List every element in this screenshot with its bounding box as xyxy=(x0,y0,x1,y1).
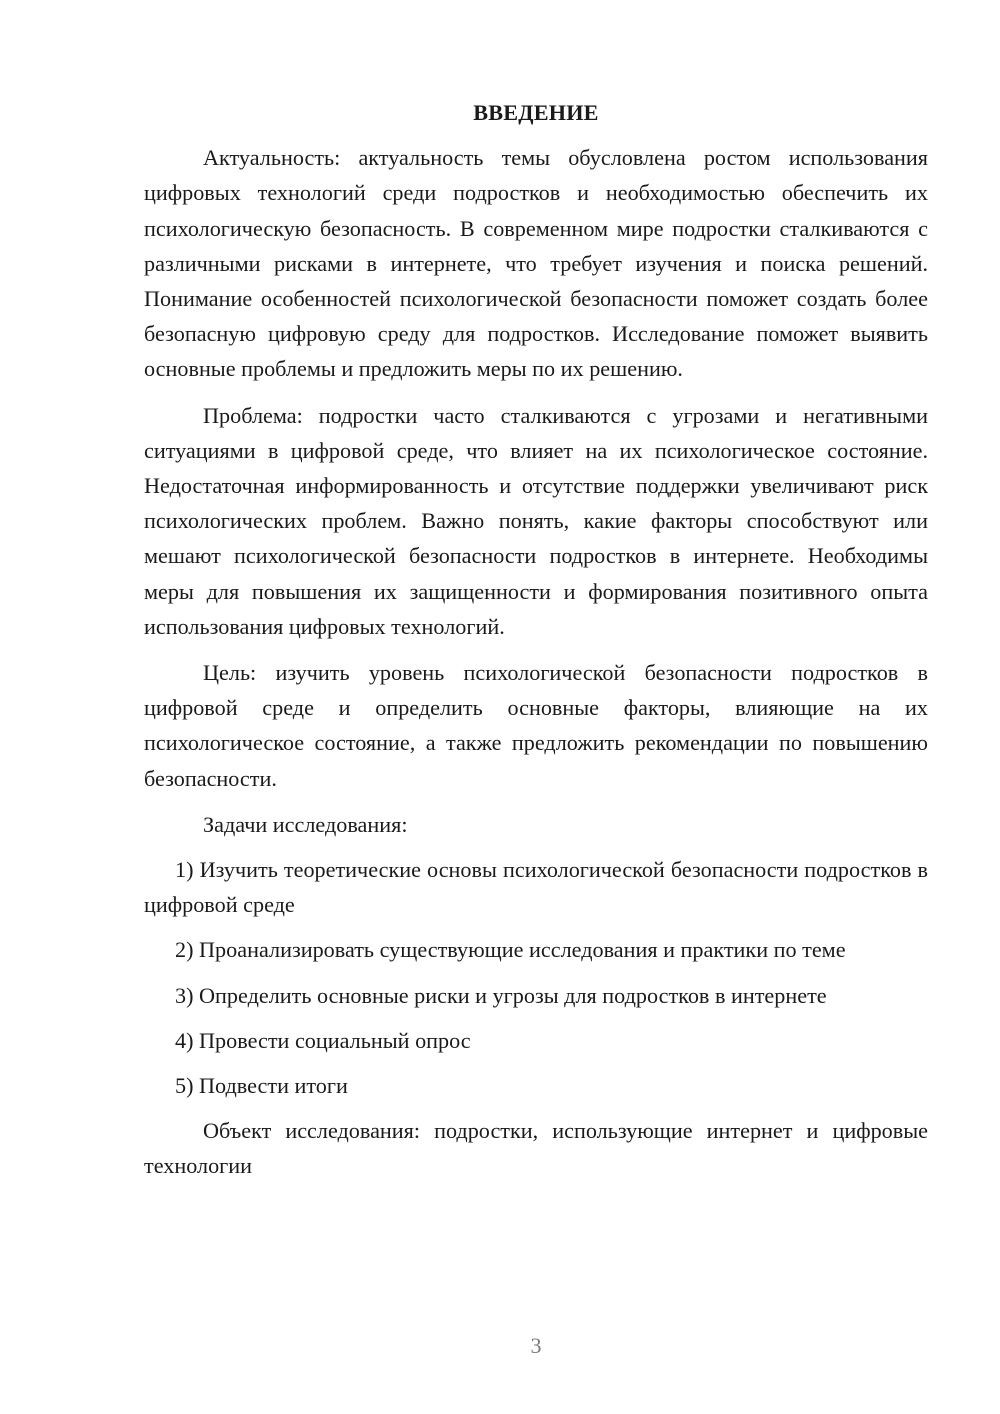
relevance-paragraph: Актуальность: актуальность темы обусловлена ростом использования цифровых технологий среди подростков и необходимостью обеспечить их психологическую безопасность. В современном мире подростки сталкиваются с различными рисками в интернете, что требует изучения и поиска решений. Понимание особенностей психологической безопасности поможет создать более безопасную цифровую среду для подростков. Исследование поможет выявить основные проблемы и предложить меры по их решению. xyxy=(144,145,928,382)
goal-paragraph: Цель: изучить уровень психологической безопасности подростков в цифровой среде и определить основные факторы, влияющие на их психологическое состояние, а также предложить рекомендации по повышению безопасности. xyxy=(144,660,928,791)
task-item: 5) Подвести итоги xyxy=(175,1073,348,1099)
tasks-heading: Задачи исследования: xyxy=(203,811,408,837)
task-item: 2) Проанализировать существующие исследования и практики по теме xyxy=(175,937,846,963)
task-item: 1) Изучить теоретические основы психологической безопасности подростков в цифровой среде xyxy=(144,857,928,918)
document-page xyxy=(144,95,928,1195)
page-number: 3 xyxy=(530,1333,542,1358)
object-paragraph: Объект исследования: подростки, использующие интернет и цифровые технологии xyxy=(144,1118,928,1179)
task-item: 3) Определить основные риски и угрозы для подростков в интернете xyxy=(175,982,827,1008)
section-heading: ВВЕДЕНИЕ xyxy=(473,100,599,125)
problem-paragraph: Проблема: подростки часто сталкиваются с угрозами и негативными ситуациями в цифровой среде, что влияет на их психологическое состояние. Недостаточная информированность и отсутствие поддержки увеличивают риск психологических проблем. Важно понять, какие факторы способствуют или мешают психологической безопасности подростков в интернете. Необходимы меры для повышения их защищенности и формирования позитивного опыта использования цифровых технологий. xyxy=(144,402,928,639)
task-item: 4) Провести социальный опрос xyxy=(175,1027,471,1053)
